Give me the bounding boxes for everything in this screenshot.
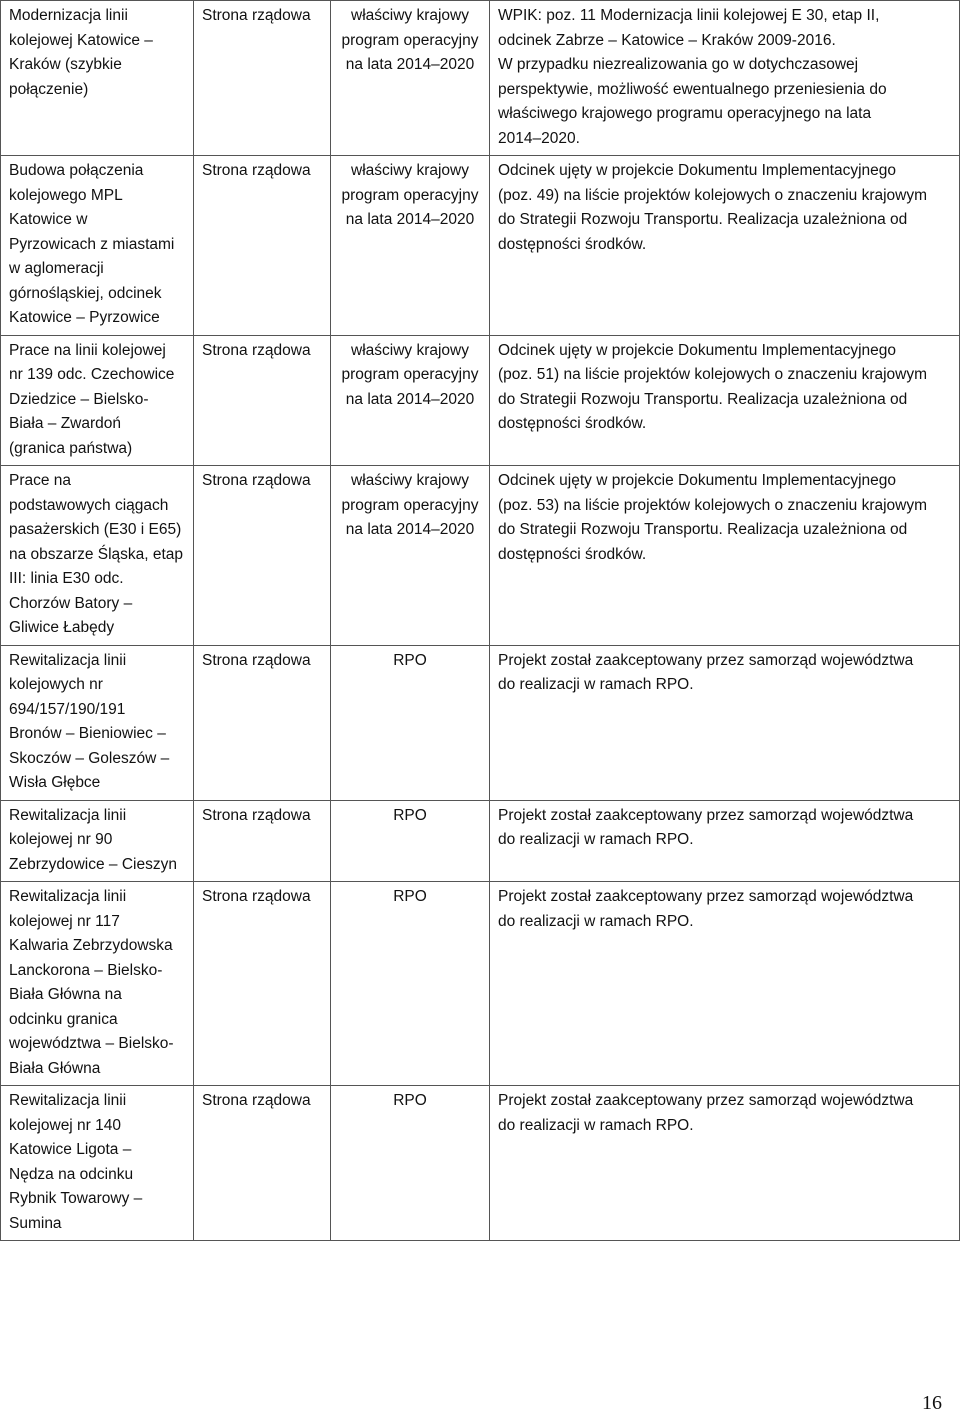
responsible-party-cell: Strona rządowa — [194, 466, 331, 646]
project-name-cell: Rewitalizacja linii kolejowej nr 90 Zebrzydowice – Cieszyn — [1, 800, 194, 882]
remarks-cell: Odcinek ujęty w projekcie Dokumentu Implementacyjnego (poz. 49) na liście projektów kolejowych o znaczeniu krajowym do Strategii Rozwoju Transportu. Realizacja uzależniona od dostępności środków. — [490, 156, 960, 336]
funding-source-cell: RPO — [331, 800, 490, 882]
funding-source-cell: RPO — [331, 882, 490, 1086]
remarks-cell: Odcinek ujęty w projekcie Dokumentu Implementacyjnego (poz. 51) na liście projektów kolejowych o znaczeniu krajowym do Strategii Rozwoju Transportu. Realizacja uzależniona od dostępności środków. — [490, 335, 960, 466]
remarks-cell: Projekt został zaakceptowany przez samorząd województwa do realizacji w ramach RPO. — [490, 800, 960, 882]
remarks-cell: Projekt został zaakceptowany przez samorząd województwa do realizacji w ramach RPO. — [490, 1086, 960, 1241]
responsible-party-cell: Strona rządowa — [194, 1086, 331, 1241]
table-row — [1, 645, 960, 800]
responsible-party-cell: Strona rządowa — [194, 882, 331, 1086]
remarks-cell: Odcinek ujęty w projekcie Dokumentu Implementacyjnego (poz. 53) na liście projektów kolejowych o znaczeniu krajowym do Strategii Rozwoju Transportu. Realizacja uzależniona od dostępności środków. — [490, 466, 960, 646]
table-row — [1, 800, 960, 882]
project-name-cell: Rewitalizacja linii kolejowej nr 140 Katowice Ligota – Nędza na odcinku Rybnik Towarowy – Sumina — [1, 1086, 194, 1241]
project-name-cell: Prace na linii kolejowej nr 139 odc. Czechowice Dziedzice – Bielsko- Biała – Zwardoń (granica państwa) — [1, 335, 194, 466]
responsible-party-cell: Strona rządowa — [194, 800, 331, 882]
page-number: 16 — [922, 1392, 942, 1414]
responsible-party-cell: Strona rządowa — [194, 156, 331, 336]
table-row — [1, 156, 960, 336]
remarks-cell: Projekt został zaakceptowany przez samorząd województwa do realizacji w ramach RPO. — [490, 882, 960, 1086]
remarks-cell: Projekt został zaakceptowany przez samorząd województwa do realizacji w ramach RPO. — [490, 645, 960, 800]
project-name-cell: Rewitalizacja linii kolejowych nr 694/157/190/191 Bronów – Bieniowiec – Skoczów – Goleszów – Wisła Głębce — [1, 645, 194, 800]
project-name-cell: Budowa połączenia kolejowego MPL Katowice w Pyrzowicach z miastami w aglomeracji górnośląskiej, odcinek Katowice – Pyrzowice — [1, 156, 194, 336]
funding-source-cell: RPO — [331, 1086, 490, 1241]
funding-source-cell: właściwy krajowy program operacyjny na lata 2014–2020 — [331, 335, 490, 466]
responsible-party-cell: Strona rządowa — [194, 1, 331, 156]
funding-source-cell: właściwy krajowy program operacyjny na lata 2014–2020 — [331, 466, 490, 646]
table-row — [1, 882, 960, 1086]
responsible-party-cell: Strona rządowa — [194, 335, 331, 466]
responsible-party-cell: Strona rządowa — [194, 645, 331, 800]
funding-source-cell: RPO — [331, 645, 490, 800]
table-row — [1, 1, 960, 156]
table-row — [1, 335, 960, 466]
table-row — [1, 466, 960, 646]
project-name-cell: Modernizacja linii kolejowej Katowice – Kraków (szybkie połączenie) — [1, 1, 194, 156]
table-row — [1, 1086, 960, 1241]
funding-source-cell: właściwy krajowy program operacyjny na lata 2014–2020 — [331, 156, 490, 336]
funding-source-cell: właściwy krajowy program operacyjny na lata 2014–2020 — [331, 1, 490, 156]
remarks-cell: WPIK: poz. 11 Modernizacja linii kolejowej E 30, etap II, odcinek Zabrze – Katowice – Kraków 2009-2016. W przypadku niezrealizowania go w dotychczasowej perspektywie, możliwość ewentualnego przeniesienia do właściwego krajowego programu operacyjnego na lata 2014–2020. — [490, 1, 960, 156]
project-name-cell: Prace na podstawowych ciągach pasażerskich (E30 i E65) na obszarze Śląska, etap III: linia E30 odc. Chorzów Batory – Gliwice Łabędy — [1, 466, 194, 646]
project-name-cell: Rewitalizacja linii kolejowej nr 117 Kalwaria Zebrzydowska Lanckorona – Bielsko- Biała Główna na odcinku granica województwa – Bielsko- Biała Główna — [1, 882, 194, 1086]
